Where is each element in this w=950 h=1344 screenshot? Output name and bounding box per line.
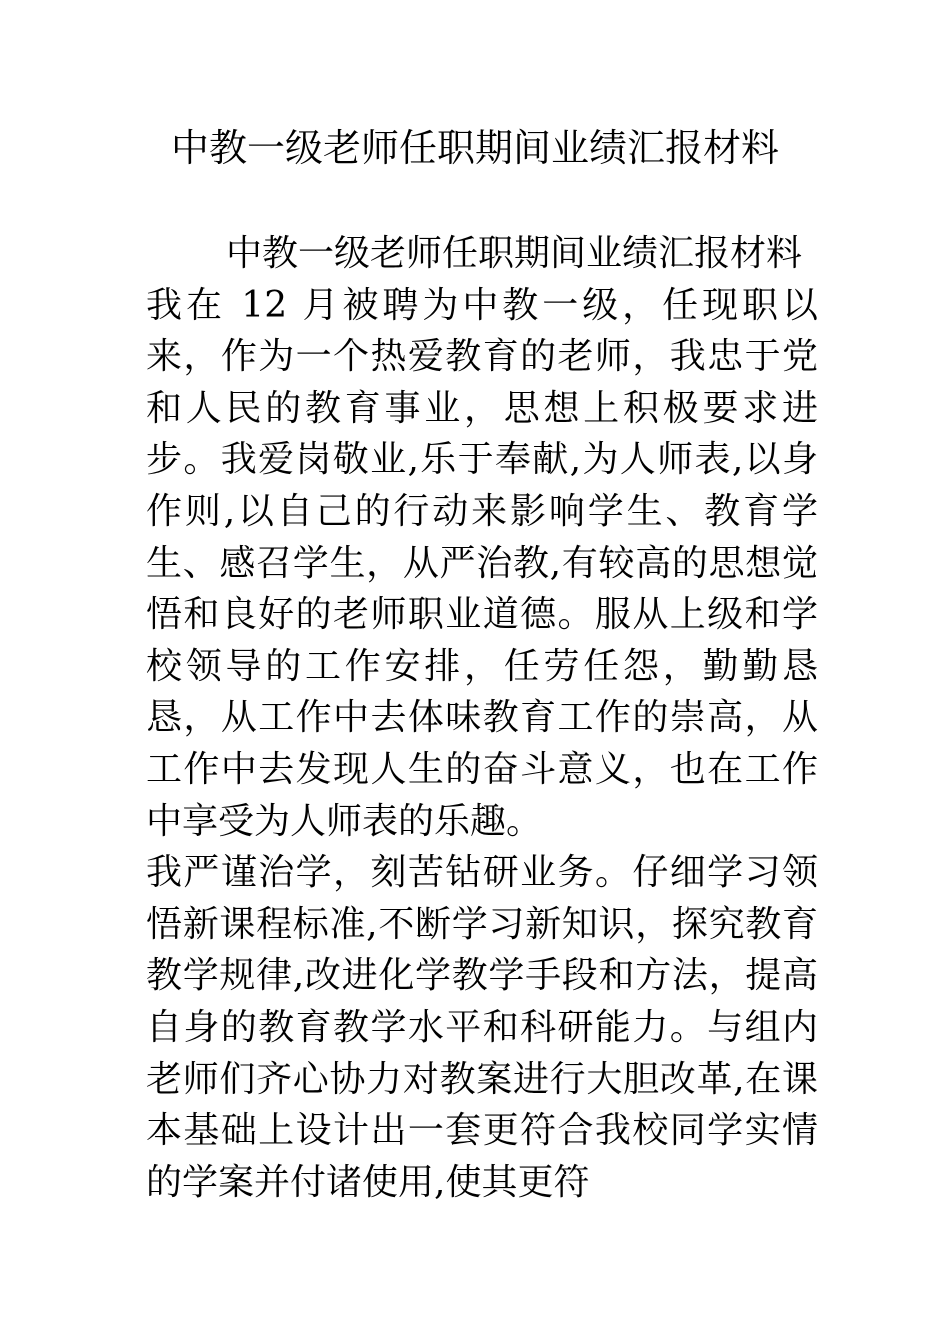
document-body — [146, 228, 818, 1208]
paragraph-service-attitude: 我在 12 月被聘为中教一级，任现职以来，作为一个热爱教育的老师，我忠于党和人民的教育事业，思想上积极要求进步。我爱岗敬业,乐于奉献,为人师表,以身作则,以自己的行动来影响学生、教育学生、感召学生，从严治教,有较高的思想觉悟和良好的老师职业道德。服从上级和学校领导的工作安排，任劳任怨，勤勤恳恳，从工作中去体味教育工作的崇高，从工作中去发现人生的奋斗意义，也在工作中享受为人师表的乐趣。 — [146, 284, 818, 842]
paragraph-teaching-research: 我严谨治学，刻苦钻研业务。仔细学习领悟新课程标准,不断学习新知识，探究教育教学规律,改进化学教学手段和方法，提高自身的教育教学水平和科研能力。与组内老师们齐心协力对教案进行大胆改革,在课本基础上设计出一套更符合我校同学实情的学案并付诸使用,使其更符 — [146, 852, 818, 1203]
paragraph-subtitle: 中教一级老师任职期间业绩汇报材料 — [226, 233, 803, 274]
document-title: 中教一级老师任职期间业绩汇报材料 — [170, 126, 779, 170]
